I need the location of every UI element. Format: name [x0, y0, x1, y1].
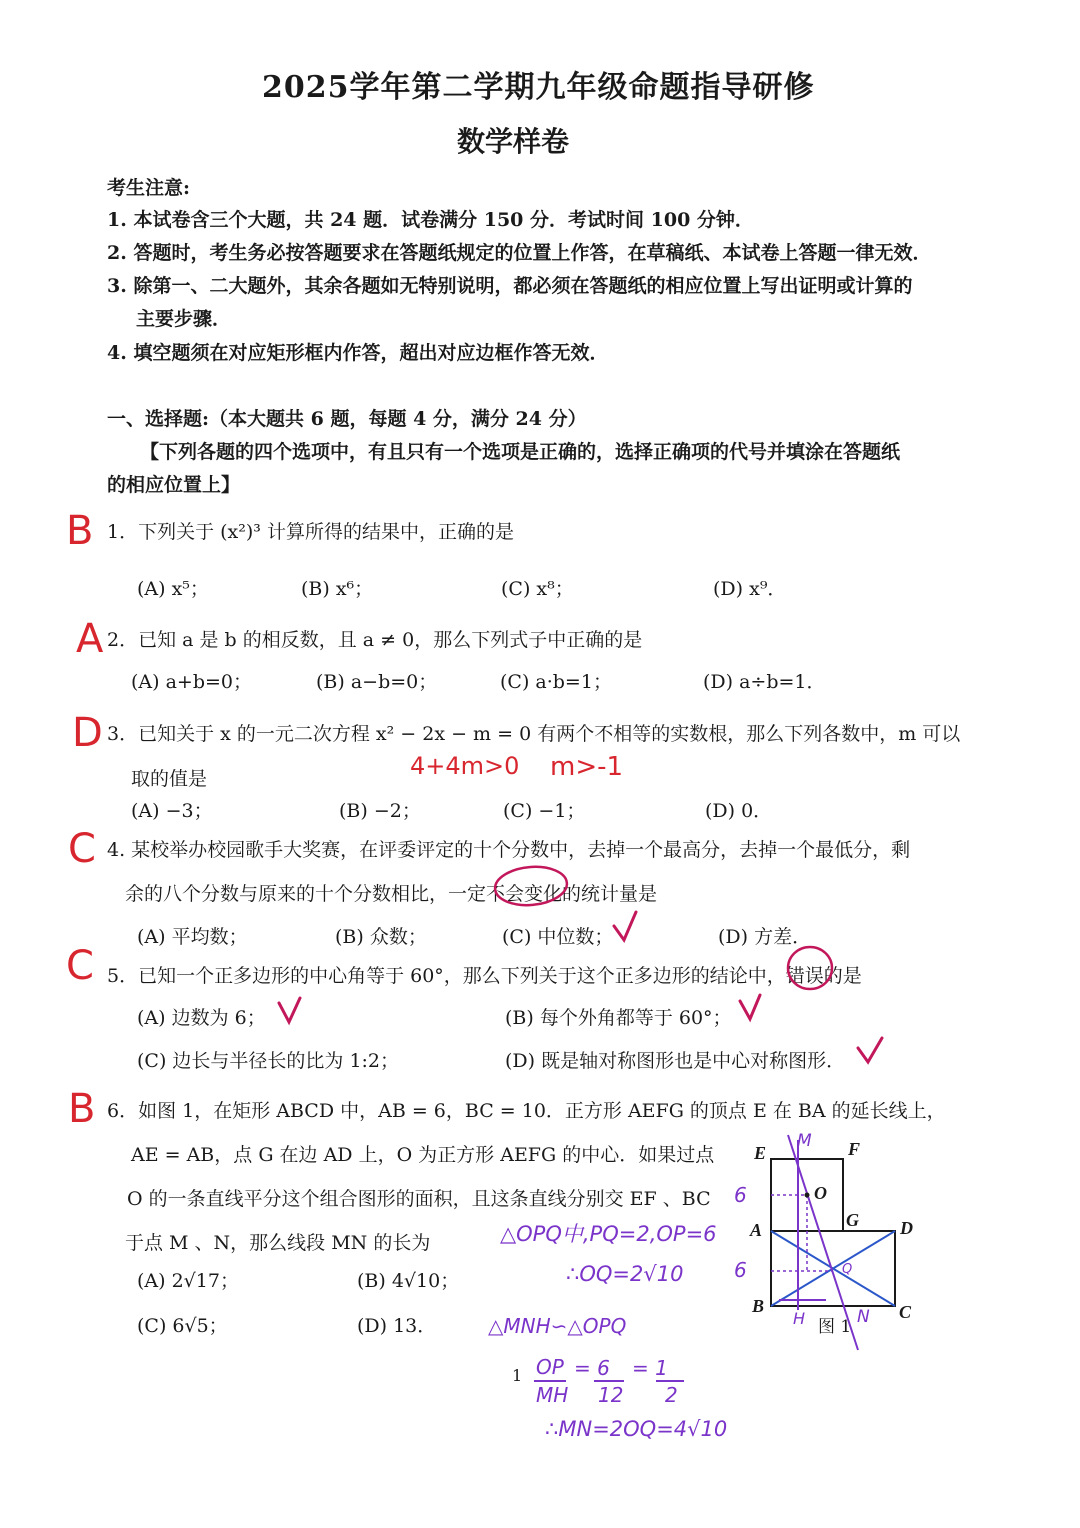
answer-mark-q6: B [68, 1086, 96, 1132]
question-6-stem-1: 6．如图 1，在矩形 ABCD 中，AB = 6，BC = 10．正方形 AEFG 的顶点 E 在 BA 的延长线上， [107, 1100, 946, 1122]
fraction-12: 12 [598, 1383, 624, 1407]
side-mark-upper: 6 [734, 1183, 747, 1207]
section-heading: 一、选择题:（本大题共 6 题，每题 4 分，满分 24 分） [107, 408, 587, 430]
q4-option-d: (D) 方差． [718, 926, 812, 948]
q1-option-d: (D) x⁹． [713, 578, 787, 600]
q2-option-c: (C) a·b=1； [500, 671, 612, 693]
answer-mark-q1: B [66, 508, 94, 554]
q4-option-c: (C) 中位数； [502, 926, 614, 948]
section-instruction-1: 【下列各题的四个选项中，有且只有一个选项是正确的，选择正确项的代号并填涂在答题纸 [140, 441, 901, 463]
section-instruction-2: 的相应位置上】 [107, 474, 241, 496]
q3-option-d: (D) 0． [705, 800, 773, 822]
q5-option-d: (D) 既是轴对称图形也是中心对称图形． [505, 1050, 846, 1072]
fraction-mh: MH [536, 1383, 569, 1407]
point-o [805, 1193, 810, 1198]
question-6-stem-2: AE = AB，点 G 在边 AD 上，O 为正方形 AEFG 的中心．如果过点 [131, 1144, 715, 1166]
q1-option-a: (A) x⁵； [137, 578, 209, 600]
margin-mark: 1 [512, 1366, 523, 1385]
fraction-6: = 6 [574, 1356, 610, 1380]
handwritten-note-triangle-opq: △OPQ中,PQ=2,OP=6 [500, 1222, 717, 1246]
answer-mark-q2: A [76, 616, 104, 662]
question-2-stem: 2．已知 a 是 b 的相反数，且 a ≠ 0，那么下列式子中正确的是 [107, 629, 643, 651]
question-1-stem: 1．下列关于 (x²)³ 计算所得的结果中，正确的是 [107, 521, 514, 543]
answer-mark-q4: C [68, 826, 96, 872]
handwritten-note-oq: ∴OQ=2√10 [566, 1262, 684, 1286]
handwritten-note-m-range: m>-1 [550, 752, 624, 782]
q6-option-b: (B) 4√10； [357, 1270, 460, 1292]
side-mark-lower: 6 [734, 1258, 747, 1282]
fraction-2: 2 [665, 1383, 678, 1407]
label-e: E [754, 1143, 767, 1163]
label-q: Q [842, 1262, 853, 1277]
label-d: D [900, 1218, 913, 1238]
page-subtitle: 数学样卷 [457, 125, 570, 158]
q4-option-b: (B) 众数； [335, 926, 427, 948]
answer-mark-q3: D [72, 710, 103, 756]
label-g: G [846, 1210, 859, 1230]
handwritten-note-mn-result: ∴MN=2OQ=4√10 [545, 1417, 728, 1441]
q1-option-c: (C) x⁸； [501, 578, 574, 600]
q5-option-c: (C) 边长与半径长的比为 1:2； [137, 1050, 400, 1072]
notice-item-1: 1. 本试卷含三个大题，共 24 题．试卷满分 150 分．考试时间 100 分钟． [107, 209, 754, 231]
answer-mark-q5: C [66, 943, 94, 989]
fraction-op: OP [536, 1355, 564, 1379]
fraction-1: = 1 [632, 1356, 668, 1380]
label-f: F [848, 1139, 861, 1159]
question-5-stem: 5．已知一个正多边形的中心角等于 60°，那么下列关于这个正多边形的结论中，错误的是 [107, 965, 862, 987]
question-6-stem-4: 于点 M 、N，那么线段 MN 的长为 [125, 1232, 431, 1254]
q3-option-a: (A) −3； [131, 800, 213, 822]
q1-option-b: (B) x⁶； [301, 578, 374, 600]
notice-item-3-cont: 主要步骤． [136, 308, 232, 330]
question-4-stem-2: 余的八个分数与原来的十个分数相比，一定不会变化的统计量是 [125, 883, 658, 905]
q6-option-c: (C) 6√5； [137, 1315, 228, 1337]
label-c: C [899, 1302, 912, 1322]
q4-option-a: (A) 平均数； [137, 926, 248, 948]
label-h: H [793, 1309, 806, 1328]
question-3-stem-2: 取的值是 [131, 768, 208, 790]
handwritten-note-similar: △MNH∽△OPQ [488, 1314, 627, 1338]
label-m: M [797, 1131, 812, 1151]
handwritten-note-inequality: 4+4m>0 [410, 752, 520, 780]
notice-heading: 考生注意: [107, 177, 191, 199]
question-3-stem-1: 3．已知关于 x 的一元二次方程 x² − 2x − m = 0 有两个不相等的实数根，那么下列各数中，m 可以 [107, 723, 961, 745]
notice-item-2: 2. 答题时，考生务必按答题要求在答题纸规定的位置上作答，在草稿纸、本试卷上答题一律无效． [107, 242, 932, 264]
question-4-stem-1: 4. 某校举办校园歌手大奖赛，在评委评定的十个分数中，去掉一个最高分，去掉一个最低分，剩 [107, 839, 911, 861]
q2-option-d: (D) a÷b=1． [703, 671, 826, 693]
figure-caption: 图 1 [818, 1317, 852, 1337]
question-6-stem-3: O 的一条直线平分这个组合图形的面积，且这条直线分别交 EF 、BC [127, 1188, 711, 1210]
notice-item-4: 4. 填空题须在对应矩形框内作答，超出对应边框作答无效． [107, 342, 609, 364]
label-a: A [750, 1220, 763, 1240]
q6-option-d: (D) 13． [357, 1315, 437, 1337]
q5-option-b: (B) 每个外角都等于 60°； [505, 1007, 732, 1029]
notice-item-3: 3. 除第一、二大题外，其余各题如无特别说明，都必须在答题纸的相应位置上写出证明或计算的 [107, 275, 913, 297]
q3-option-c: (C) −1； [503, 800, 586, 822]
label-o: O [814, 1183, 827, 1203]
label-b: B [752, 1296, 765, 1316]
q5-option-a: (A) 边数为 6； [137, 1007, 266, 1029]
q2-option-a: (A) a+b=0； [131, 671, 253, 693]
q3-option-b: (B) −2； [339, 800, 421, 822]
label-n: N [857, 1307, 870, 1327]
q2-option-b: (B) a−b=0； [316, 671, 438, 693]
q6-option-a: (A) 2√17； [137, 1270, 239, 1292]
page-title: 2025学年第二学期九年级命题指导研修 [262, 70, 815, 105]
